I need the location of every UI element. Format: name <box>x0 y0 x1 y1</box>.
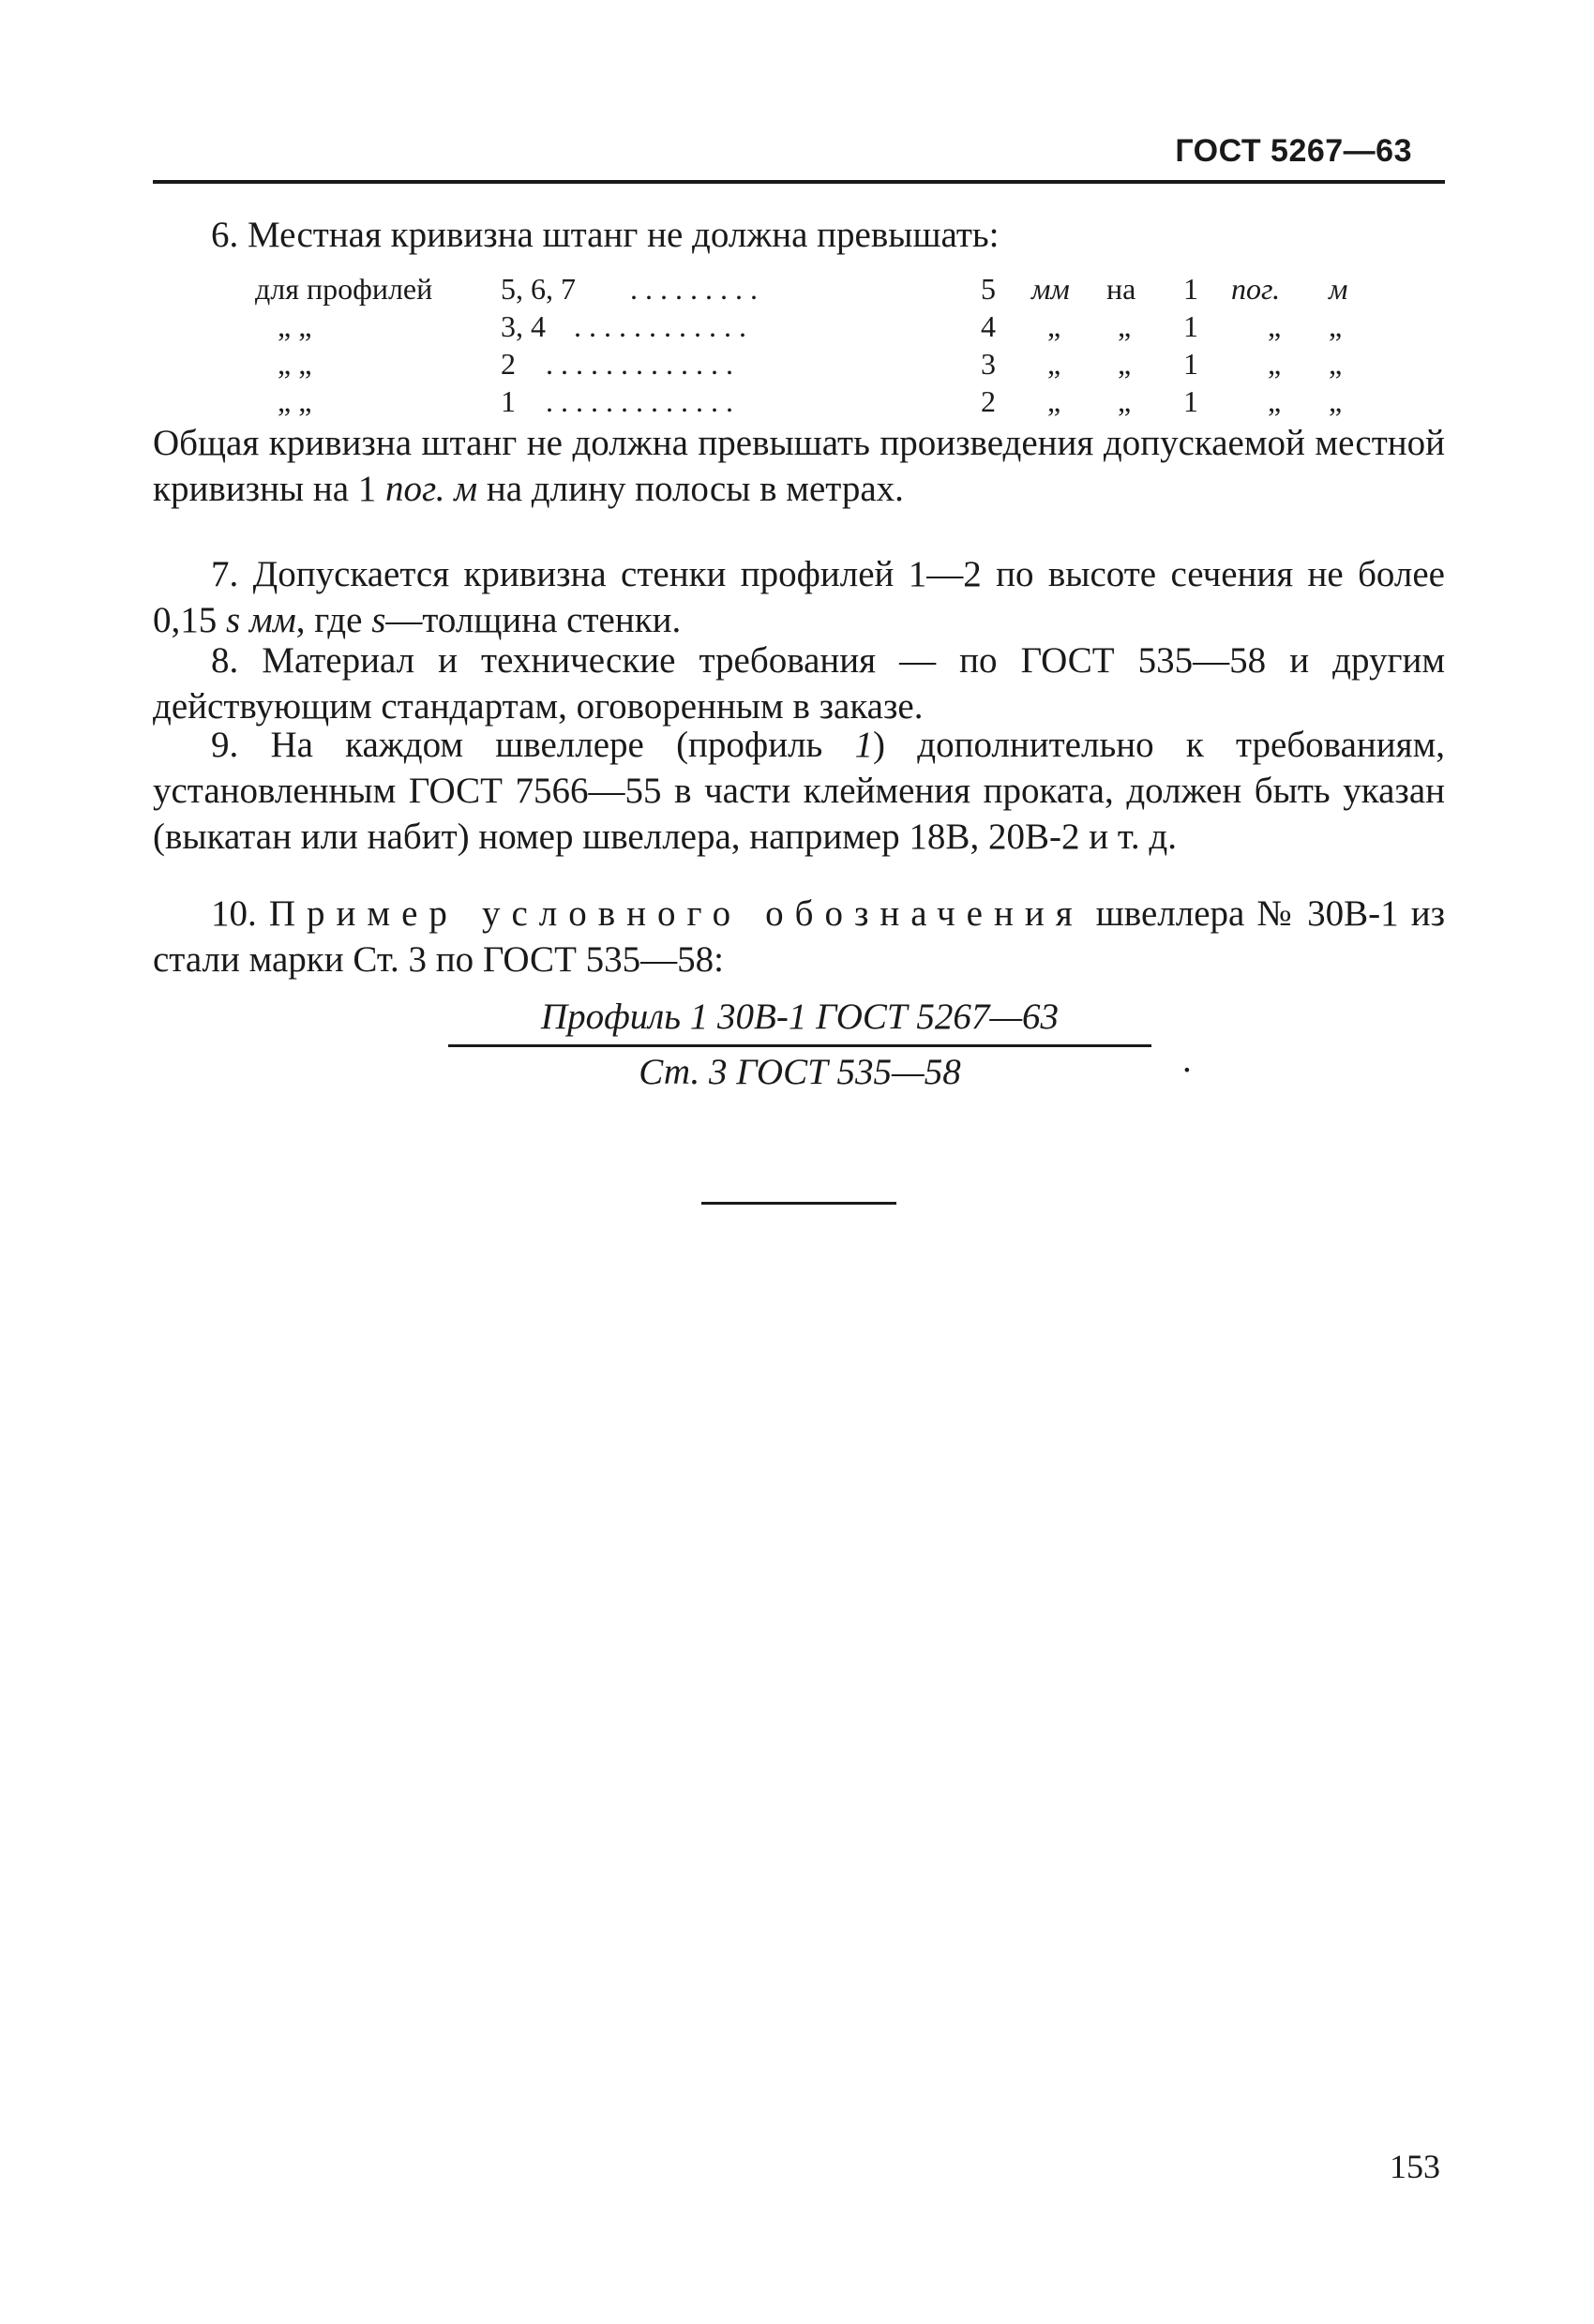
item-10-spaced: Пример условного обозначения <box>268 893 1084 934</box>
leader-dots: . . . . . . . . . . . . . <box>546 347 733 381</box>
item-7-s: s <box>371 600 386 640</box>
header-standard: ГОСТ 5267—63 <box>1175 133 1412 169</box>
item-7-b: , где <box>295 600 372 640</box>
designation-formula <box>448 994 1151 1096</box>
item-7-c: —толщина стенки. <box>385 600 682 640</box>
row-one: 1 <box>1183 347 1198 381</box>
designation-numerator: Профиль 1 30В-1 ГОСТ 5267—63 <box>540 997 1060 1037</box>
row-unit: „ <box>1047 347 1061 381</box>
item-7-a: 7. Допускается кривизна стенки профилей 1—2 по высоте сечения не более 0,15 <box>153 554 1445 640</box>
row-na: на <box>1106 272 1136 306</box>
end-rule <box>701 1202 896 1205</box>
general-text-a: Общая кривизна штанг не должна превышать произведения допускаемой местной кривизны на 1 <box>153 423 1445 509</box>
row-one: 1 <box>1183 309 1198 343</box>
row-unit: „ <box>1047 384 1061 418</box>
item-8 <box>153 637 1445 729</box>
row-per: „ <box>1268 347 1282 381</box>
item-7-s-mm: s мм <box>226 600 296 640</box>
item-10-rest: швеллера № 30В-1 из стали марки Ст. 3 по ГОСТ 535—58: <box>153 893 1445 980</box>
row-label: „ „ <box>278 309 312 343</box>
item-6-general <box>153 420 1445 512</box>
curvature-row <box>255 272 1380 309</box>
item-9-one: 1 <box>854 725 874 765</box>
item-6-title <box>153 212 1445 258</box>
item-8-text: 8. Материал и технические требования — по ГОСТ 535—58 и другим действующим стандартам, оговоренным в заказе. <box>153 640 1445 727</box>
row-per: „ <box>1268 309 1282 343</box>
row-m: м <box>1329 272 1348 306</box>
general-text-b: на длину полосы в метрах. <box>477 469 904 509</box>
row-na: „ <box>1118 384 1132 418</box>
item-7 <box>153 551 1445 643</box>
row-profiles: 1 <box>501 384 516 418</box>
row-m: „ <box>1329 347 1343 381</box>
item-9-b: ) дополнительно к требованиям, установленным ГОСТ 7566—55 в части клеймения проката, должен быть указан (выкатан или набит) номер швеллера, например 18В, 20В-2 и т. д. <box>153 725 1445 857</box>
header-rule <box>153 180 1445 184</box>
row-value: 4 <box>981 309 996 343</box>
item-10-num: 10. <box>211 893 257 934</box>
row-m: „ <box>1329 384 1343 418</box>
row-na: „ <box>1118 309 1132 343</box>
row-per: пог. <box>1231 272 1281 306</box>
row-label: для профилей <box>255 272 433 306</box>
row-profiles: 5, 6, 7 <box>501 272 576 306</box>
row-profiles: 2 <box>501 347 516 381</box>
curvature-table <box>255 272 1380 422</box>
leader-dots: . . . . . . . . . . . . <box>574 309 746 343</box>
leader-dots: . . . . . . . . . . . . . <box>546 384 733 418</box>
row-unit: мм <box>1031 272 1070 306</box>
row-m: „ <box>1329 309 1343 343</box>
item-9 <box>153 722 1445 860</box>
fraction-line <box>448 1044 1151 1047</box>
page-number: 153 <box>1390 2148 1440 2185</box>
designation-denominator: Ст. 3 ГОСТ 535—58 <box>639 1052 961 1092</box>
general-text-pog: пог. м <box>385 469 478 509</box>
row-value: 5 <box>981 272 996 306</box>
row-unit: „ <box>1047 309 1061 343</box>
row-profiles: 3, 4 <box>501 309 546 343</box>
row-label: „ „ <box>278 384 312 418</box>
curvature-row <box>255 347 1380 384</box>
row-per: „ <box>1268 384 1282 418</box>
row-value: 3 <box>981 347 996 381</box>
row-na: „ <box>1118 347 1132 381</box>
row-one: 1 <box>1183 272 1198 306</box>
item-9-a: 9. На каждом швеллере (профиль <box>211 725 855 765</box>
row-one: 1 <box>1183 384 1198 418</box>
leader-dots: . . . . . . . . . <box>630 272 758 306</box>
row-value: 2 <box>981 384 996 418</box>
row-label: „ „ <box>278 347 312 381</box>
item-6-title-text: 6. Местная кривизна штанг не должна превышать: <box>211 215 1000 255</box>
item-10 <box>153 891 1445 982</box>
designation-dot: . <box>1182 1040 1192 1080</box>
curvature-row <box>255 309 1380 347</box>
curvature-row <box>255 384 1380 422</box>
